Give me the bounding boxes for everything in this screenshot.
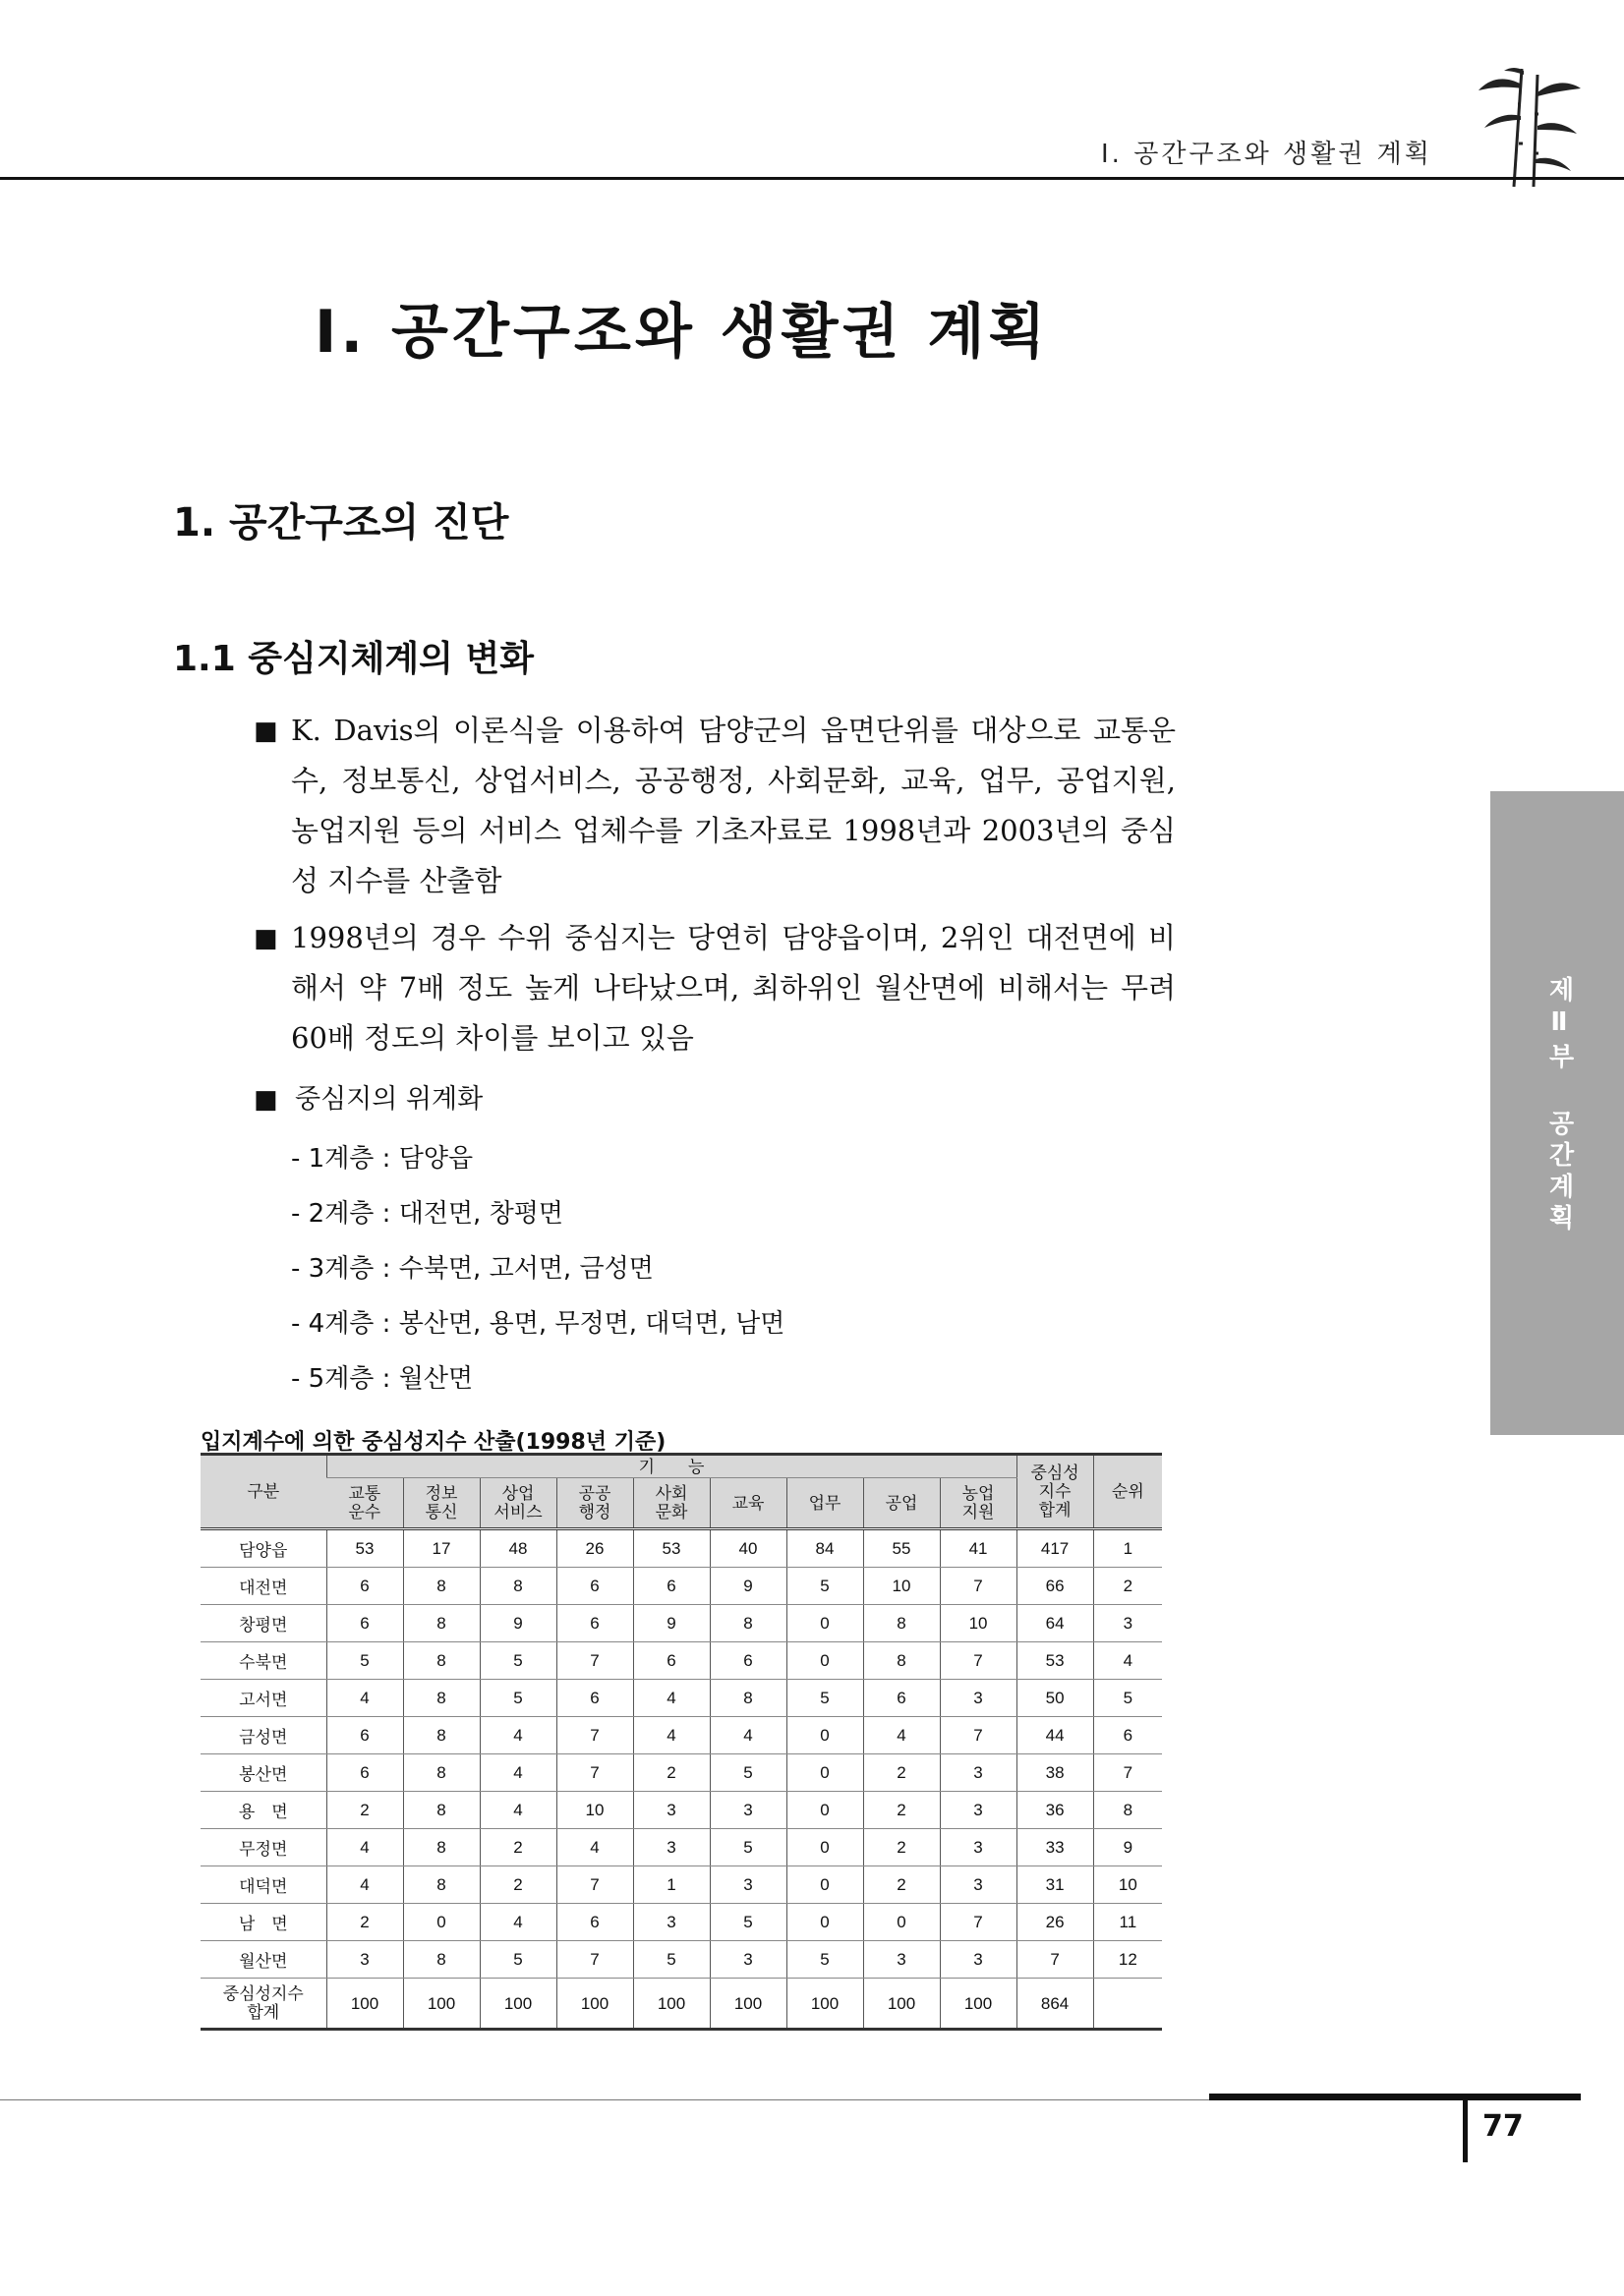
row-label-cell: 남 면	[201, 1904, 326, 1941]
table-cell: 0	[786, 1754, 863, 1792]
table-cell: 10	[556, 1792, 633, 1829]
header-function: 교통 운수	[326, 1478, 403, 1529]
table-cell: 8	[403, 1829, 480, 1866]
table-cell: 53	[1016, 1642, 1093, 1680]
row-label-cell: 창평면	[201, 1605, 326, 1642]
table-cell: 8	[403, 1605, 480, 1642]
table-cell: 8	[403, 1680, 480, 1717]
table-cell: 1	[1093, 1529, 1162, 1568]
table-cell: 4	[326, 1829, 403, 1866]
table-row	[201, 1866, 1162, 1904]
table-cell: 7	[556, 1642, 633, 1680]
table-cell: 4	[1093, 1642, 1162, 1680]
table-cell: 3	[633, 1829, 710, 1866]
table-cell: 9	[1093, 1829, 1162, 1866]
table-cell: 6	[556, 1568, 633, 1605]
total-cell: 100	[403, 1979, 480, 2030]
table-cell: 12	[1093, 1941, 1162, 1979]
table-cell: 7	[556, 1754, 633, 1792]
bullet-square-icon: ■	[254, 1085, 278, 1115]
header-function: 정보 통신	[403, 1478, 480, 1529]
table-cell: 3	[940, 1792, 1016, 1829]
table-cell: 0	[403, 1904, 480, 1941]
table-cell: 66	[1016, 1568, 1093, 1605]
header-function: 교육	[710, 1478, 786, 1529]
total-label-cell: 중심성지수 합계	[201, 1979, 326, 2030]
table-row	[201, 1568, 1162, 1605]
table-cell: 3	[1093, 1605, 1162, 1642]
header-rule	[0, 177, 1624, 180]
table-cell: 5	[710, 1829, 786, 1866]
table-cell: 2	[863, 1829, 940, 1866]
row-label-cell: 대덕면	[201, 1866, 326, 1904]
table-cell: 10	[1093, 1866, 1162, 1904]
total-cell: 100	[710, 1979, 786, 2030]
table-cell: 0	[786, 1829, 863, 1866]
table-cell: 4	[480, 1754, 556, 1792]
total-cell: 100	[786, 1979, 863, 2030]
header-function: 사회 문화	[633, 1478, 710, 1529]
table-cell: 7	[940, 1717, 1016, 1754]
table-cell: 6	[326, 1717, 403, 1754]
table-cell: 10	[940, 1605, 1016, 1642]
page-number: 77	[1482, 2109, 1524, 2144]
total-cell: 100	[480, 1979, 556, 2030]
running-header-title: Ⅰ. 공간구조와 생활권 계획	[1101, 140, 1432, 169]
table-row	[201, 1941, 1162, 1979]
row-label-cell: 무정면	[201, 1829, 326, 1866]
header-category: 구분	[201, 1455, 326, 1529]
table-cell: 5	[710, 1904, 786, 1941]
table-cell: 5	[710, 1754, 786, 1792]
table-row	[201, 1829, 1162, 1866]
table-cell: 5	[786, 1568, 863, 1605]
table-cell: 3	[633, 1792, 710, 1829]
header-centrality-total: 중심성 지수 합계	[1016, 1455, 1093, 1529]
table-cell: 2	[863, 1866, 940, 1904]
hierarchy-item: - 4계층 : 봉산면, 용면, 무정면, 대덕면, 남면	[291, 1309, 785, 1339]
total-cell: 100	[556, 1979, 633, 2030]
total-cell: 100	[863, 1979, 940, 2030]
table-cell: 41	[940, 1529, 1016, 1568]
table-cell: 8	[403, 1568, 480, 1605]
table-cell: 5	[326, 1642, 403, 1680]
table-cell: 6	[326, 1754, 403, 1792]
total-cell: 864	[1016, 1979, 1093, 2030]
table-cell: 3	[863, 1941, 940, 1979]
table-cell: 7	[940, 1568, 1016, 1605]
table-cell: 3	[633, 1904, 710, 1941]
table-row	[201, 1680, 1162, 1717]
table-cell: 0	[786, 1792, 863, 1829]
table-cell: 3	[940, 1866, 1016, 1904]
table-cell: 4	[326, 1866, 403, 1904]
table-cell: 7	[940, 1904, 1016, 1941]
table-cell: 6	[633, 1642, 710, 1680]
table-cell: 11	[1093, 1904, 1162, 1941]
table-cell: 7	[556, 1941, 633, 1979]
table-cell: 26	[556, 1529, 633, 1568]
table-cell: 36	[1016, 1792, 1093, 1829]
table-cell: 4	[863, 1717, 940, 1754]
table-cell: 0	[786, 1605, 863, 1642]
table-cell: 7	[556, 1717, 633, 1754]
footer-vertical-bar	[1463, 2094, 1468, 2162]
part-side-tab	[1490, 791, 1624, 1435]
table-cell: 7	[1093, 1754, 1162, 1792]
row-label-cell: 고서면	[201, 1680, 326, 1717]
table-cell: 2	[326, 1904, 403, 1941]
table-cell: 2	[480, 1829, 556, 1866]
table-cell: 8	[403, 1941, 480, 1979]
table-cell: 64	[1016, 1605, 1093, 1642]
table-cell: 38	[1016, 1754, 1093, 1792]
table-cell: 8	[403, 1866, 480, 1904]
row-label-cell: 대전면	[201, 1568, 326, 1605]
table-cell: 2	[326, 1792, 403, 1829]
table-cell: 4	[710, 1717, 786, 1754]
table-cell: 4	[326, 1680, 403, 1717]
table-cell: 4	[556, 1829, 633, 1866]
bamboo-decoration-icon	[1475, 65, 1583, 187]
table-cell: 7	[940, 1642, 1016, 1680]
bullet-square-icon: ■	[254, 717, 278, 746]
table-row	[201, 1792, 1162, 1829]
table-cell: 8	[863, 1642, 940, 1680]
table-cell: 44	[1016, 1717, 1093, 1754]
table-cell: 8	[863, 1605, 940, 1642]
table-cell: 6	[326, 1568, 403, 1605]
table-cell: 6	[556, 1904, 633, 1941]
row-label-cell: 금성면	[201, 1717, 326, 1754]
table-cell: 2	[633, 1754, 710, 1792]
table-row	[201, 1529, 1162, 1568]
hierarchy-item: - 1계층 : 담양읍	[291, 1144, 474, 1174]
table-cell: 6	[556, 1605, 633, 1642]
table-caption: 입지계수에 의한 중심성지수 산출(1998년 기준)	[201, 1430, 667, 1455]
row-label-cell: 봉산면	[201, 1754, 326, 1792]
table-cell: 2	[863, 1792, 940, 1829]
total-cell: 100	[326, 1979, 403, 2030]
table-cell: 10	[863, 1568, 940, 1605]
header-function: 공공 행정	[556, 1478, 633, 1529]
table-cell: 8	[1093, 1792, 1162, 1829]
table-cell: 417	[1016, 1529, 1093, 1568]
table-cell: 5	[633, 1941, 710, 1979]
bullet-square-icon: ■	[254, 924, 278, 953]
bullet-heading: 중심지의 위계화	[295, 1084, 484, 1115]
table-cell: 5	[1093, 1680, 1162, 1717]
table-cell: 3	[940, 1941, 1016, 1979]
table-cell: 40	[710, 1529, 786, 1568]
bullet-paragraph: K. Davis의 이론식을 이용하여 담양군의 읍면단위를 대상으로 교통운수, 정보통신, 상업서비스, 공공행정, 사회문화, 교육, 업무, 공업지원, 농업지원 등의 서비스 업체수를 기초자료로 1998년과 2003년의 중심성 지수를 산출함	[291, 714, 1176, 897]
table-cell: 84	[786, 1529, 863, 1568]
table-cell: 5	[480, 1642, 556, 1680]
total-cell	[1093, 1979, 1162, 2030]
table-cell: 4	[480, 1717, 556, 1754]
table-cell: 3	[940, 1754, 1016, 1792]
table-row	[201, 1642, 1162, 1680]
table-cell: 53	[633, 1529, 710, 1568]
hierarchy-item: - 5계층 : 월산면	[291, 1364, 474, 1394]
table-cell: 2	[1093, 1568, 1162, 1605]
header-function: 공업	[863, 1478, 940, 1529]
table-cell: 7	[556, 1866, 633, 1904]
table-cell: 4	[633, 1680, 710, 1717]
section-title: 1. 공간구조의 진단	[173, 500, 509, 545]
hierarchy-item: - 2계층 : 대전면, 창평면	[291, 1199, 563, 1229]
table-cell: 0	[863, 1904, 940, 1941]
table-cell: 6	[556, 1680, 633, 1717]
subsection-title: 1.1 중심지체계의 변화	[173, 639, 535, 679]
table-cell: 3	[710, 1792, 786, 1829]
hierarchy-item: - 3계층 : 수북면, 고서면, 금성면	[291, 1254, 654, 1284]
table-cell: 0	[786, 1642, 863, 1680]
table-cell: 8	[403, 1754, 480, 1792]
header-function: 업무	[786, 1478, 863, 1529]
table-cell: 7	[1016, 1941, 1093, 1979]
table-cell: 6	[863, 1680, 940, 1717]
header-function: 농업 지원	[940, 1478, 1016, 1529]
table-cell: 1	[633, 1866, 710, 1904]
total-cell: 100	[633, 1979, 710, 2030]
table-cell: 3	[710, 1866, 786, 1904]
table-row	[201, 1717, 1162, 1754]
table-cell: 2	[480, 1866, 556, 1904]
table-cell: 2	[863, 1754, 940, 1792]
table-cell: 17	[403, 1529, 480, 1568]
row-label-cell: 수북면	[201, 1642, 326, 1680]
table-cell: 5	[786, 1680, 863, 1717]
table-cell: 8	[710, 1680, 786, 1717]
table-cell: 48	[480, 1529, 556, 1568]
header-function: 상업 서비스	[480, 1478, 556, 1529]
row-label-cell: 용 면	[201, 1792, 326, 1829]
table-cell: 9	[480, 1605, 556, 1642]
table-row	[201, 1754, 1162, 1792]
table-cell: 50	[1016, 1680, 1093, 1717]
row-label-cell: 월산면	[201, 1941, 326, 1979]
header-function-group: 기 능	[326, 1455, 1016, 1478]
table-cell: 4	[633, 1717, 710, 1754]
table-cell: 3	[710, 1941, 786, 1979]
table-cell: 0	[786, 1717, 863, 1754]
table-cell: 31	[1016, 1866, 1093, 1904]
table-cell: 3	[326, 1941, 403, 1979]
table-cell: 3	[940, 1680, 1016, 1717]
table-cell: 6	[633, 1568, 710, 1605]
table-cell: 5	[786, 1941, 863, 1979]
chapter-title: Ⅰ. 공간구조와 생활권 계획	[315, 298, 1050, 367]
table-cell: 8	[403, 1792, 480, 1829]
footer-rule	[0, 2099, 1209, 2100]
row-label-cell: 담양읍	[201, 1529, 326, 1568]
table-row	[201, 1605, 1162, 1642]
table-cell: 26	[1016, 1904, 1093, 1941]
table-cell: 33	[1016, 1829, 1093, 1866]
table-cell: 4	[480, 1904, 556, 1941]
part-side-tab-label: 제Ⅱ부 공간계획	[1544, 976, 1574, 1235]
table-cell: 0	[786, 1904, 863, 1941]
table-cell: 4	[480, 1792, 556, 1829]
table-cell: 8	[480, 1568, 556, 1605]
table-cell: 55	[863, 1529, 940, 1568]
table-cell: 3	[940, 1829, 1016, 1866]
table-cell: 6	[1093, 1717, 1162, 1754]
centrality-table	[201, 1453, 1162, 2031]
table-cell: 9	[633, 1605, 710, 1642]
table-cell: 5	[480, 1680, 556, 1717]
table-total-row	[201, 1979, 1162, 2030]
bullet-paragraph: 1998년의 경우 수위 중심지는 당연히 담양읍이며, 2위인 대전면에 비해서 약 7배 정도 높게 나타났으며, 최하위인 월산면에 비해서는 무려 60배 정도의 차이를 보이고 있음	[291, 921, 1176, 1055]
header-rank: 순위	[1093, 1455, 1162, 1529]
table-cell: 8	[710, 1605, 786, 1642]
table-cell: 6	[710, 1642, 786, 1680]
table-row	[201, 1904, 1162, 1941]
table-cell: 0	[786, 1866, 863, 1904]
footer-thick-rule	[1209, 2094, 1581, 2100]
table-cell: 5	[480, 1941, 556, 1979]
table-cell: 53	[326, 1529, 403, 1568]
table-cell: 8	[403, 1717, 480, 1754]
table-cell: 9	[710, 1568, 786, 1605]
table-cell: 8	[403, 1642, 480, 1680]
table-cell: 6	[326, 1605, 403, 1642]
total-cell: 100	[940, 1979, 1016, 2030]
